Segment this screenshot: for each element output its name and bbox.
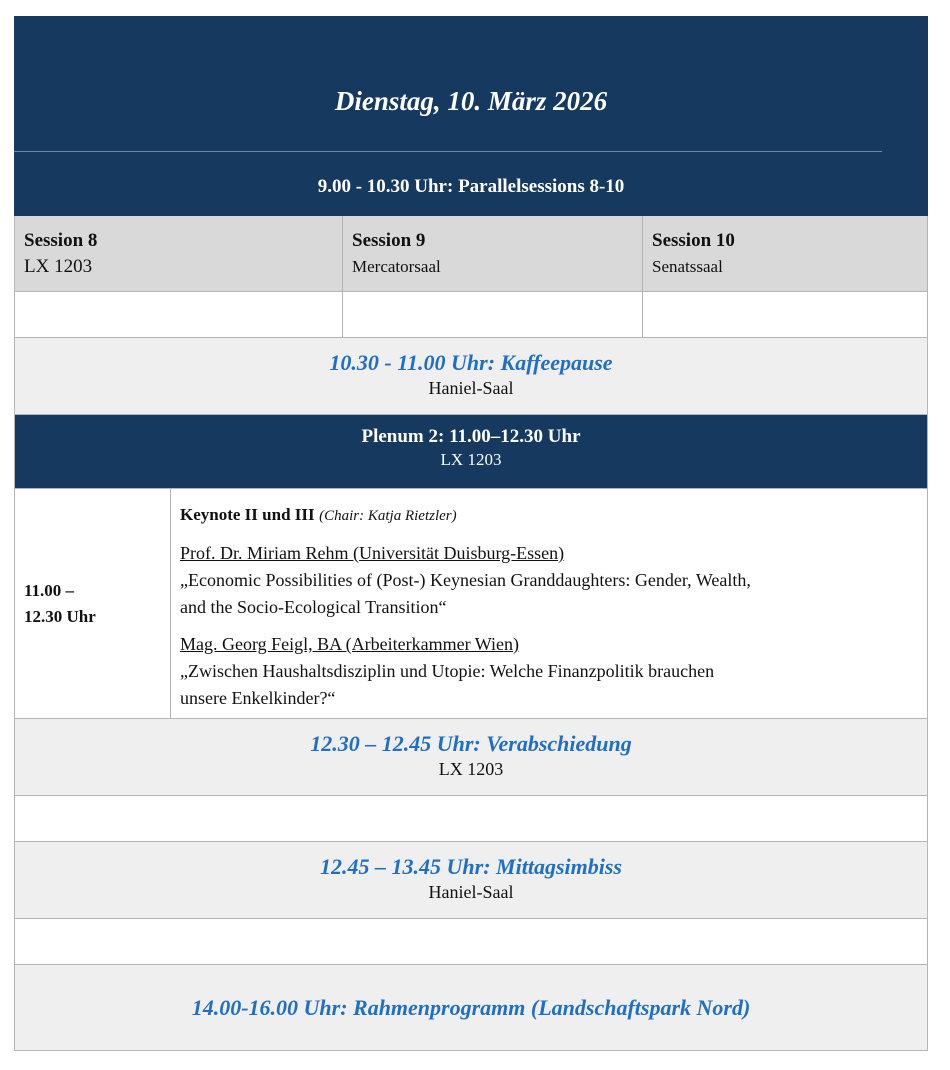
day-title: Dienstag, 10. März 2026 xyxy=(334,86,608,116)
program-title: 14.00-16.00 Uhr: Rahmenprogramm (Landschaftspark Nord) xyxy=(191,995,751,1020)
empty-row xyxy=(14,796,928,842)
session-9-cell xyxy=(343,216,643,291)
coffee-break-row xyxy=(14,338,928,415)
farewell-room: LX 1203 xyxy=(438,759,504,779)
talk-title-line: and the Socio-Ecological Transition“ xyxy=(180,597,447,617)
keynote-time xyxy=(15,489,171,718)
header-divider xyxy=(14,151,882,152)
session-room: Mercatorsaal xyxy=(352,257,441,276)
plenum-row xyxy=(14,415,928,489)
empty-cell xyxy=(15,292,343,337)
talk-title-line: unsere Enkelkinder?“ xyxy=(180,688,336,708)
talk-title-line: „Zwischen Haushaltsdisziplin und Utopie: Welche Finanzpolitik brauchen xyxy=(180,661,715,681)
talk-title-line: „Economic Possibilities of (Post-) Keynesian Granddaughters: Gender, Wealth, xyxy=(180,570,751,590)
speaker-name: Mag. Georg Feigl, BA (Arbeiterkammer Wien) xyxy=(180,634,520,654)
plenum-room: LX 1203 xyxy=(440,450,502,469)
speaker-name: Prof. Dr. Miriam Rehm (Universität Duisburg-Essen) xyxy=(180,543,565,563)
parallel-sessions-title: 9.00 - 10.30 Uhr: Parallelsessions 8-10 xyxy=(317,176,625,197)
session-10-cell xyxy=(643,216,927,291)
session-room: LX 1203 xyxy=(24,256,93,277)
lunch-title: 12.45 – 13.45 Uhr: Mittagsimbiss xyxy=(320,854,622,879)
schedule-table xyxy=(14,16,928,1051)
day-header xyxy=(14,16,928,216)
keynote-time-end: 12.30 Uhr xyxy=(24,606,96,626)
empty-session-row xyxy=(14,292,928,338)
session-name: Session 10 xyxy=(652,230,735,251)
keynote-row xyxy=(14,489,928,719)
lunch-row xyxy=(14,842,928,919)
keynote-chair: (Chair: Katja Rietzler) xyxy=(319,508,457,524)
lunch-room: Haniel-Saal xyxy=(428,882,514,902)
coffee-break-title: 10.30 - 11.00 Uhr: Kaffeepause xyxy=(329,350,613,375)
session-room: Senatssaal xyxy=(652,257,723,276)
keynote-time-start: 11.00 – xyxy=(24,580,75,600)
empty-cell xyxy=(343,292,643,337)
farewell-row xyxy=(14,719,928,796)
program-row xyxy=(14,965,928,1051)
sessions-row xyxy=(14,216,928,292)
coffee-break-room: Haniel-Saal xyxy=(428,378,514,398)
farewell-title: 12.30 – 12.45 Uhr: Verabschiedung xyxy=(310,731,632,756)
session-name: Session 8 xyxy=(24,230,98,251)
plenum-title: Plenum 2: 11.00–12.30 Uhr xyxy=(361,426,581,447)
session-8-cell xyxy=(15,216,343,291)
session-name: Session 9 xyxy=(352,230,426,251)
empty-row xyxy=(14,919,928,965)
empty-cell xyxy=(643,292,927,337)
keynote-heading: Keynote II und III xyxy=(180,505,315,524)
keynote-body xyxy=(171,489,927,718)
